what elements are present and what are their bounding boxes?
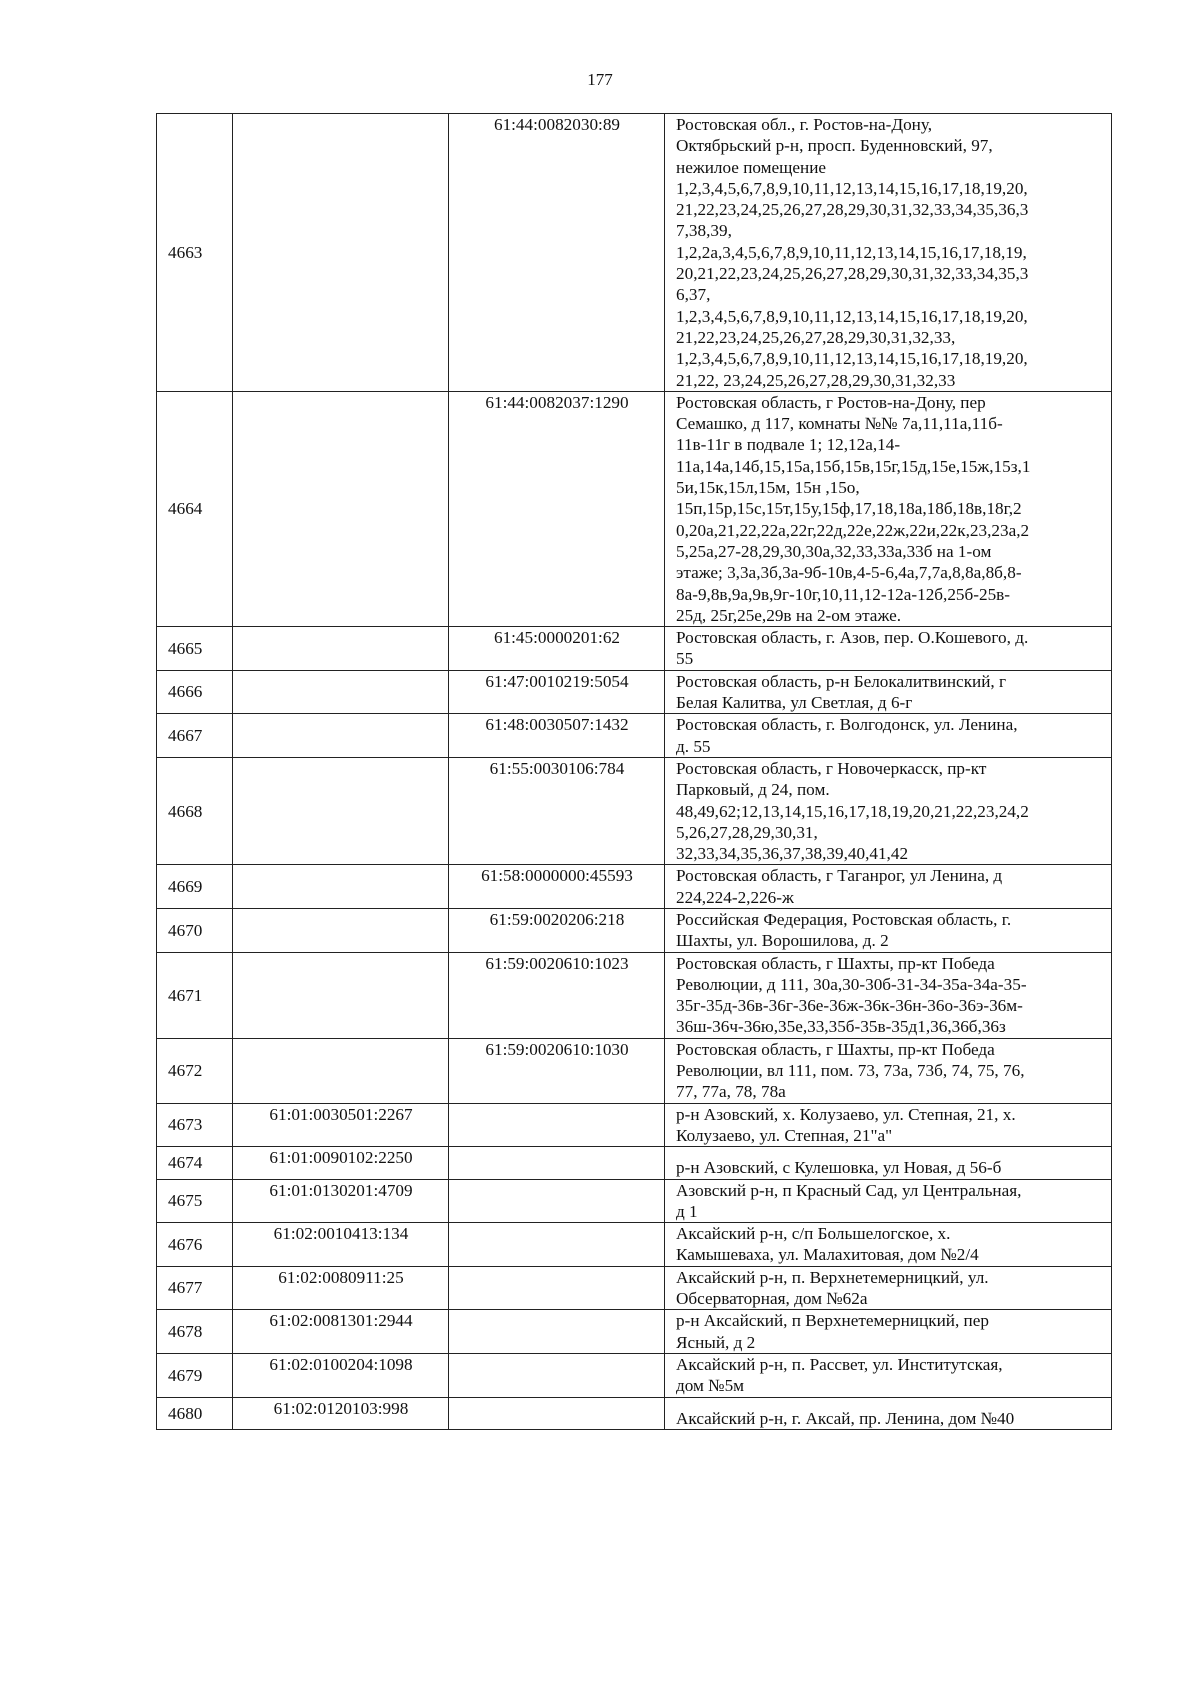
address-line: 77, 77а, 78, 78а (676, 1082, 786, 1102)
object-cadastral-number (449, 1397, 665, 1429)
table-row (157, 1310, 1112, 1354)
land-cadastral-number (233, 952, 449, 1038)
table-row (157, 952, 1112, 1038)
address-line: 8а-9,8в,9а,9в,9г-10г,10,11,12-12а-12б,25б-25в- (676, 584, 1011, 604)
address-line: 6,37, (676, 285, 711, 305)
address-line: 36ш-36ч-36ю,35е,33,35б-35в-35д1,36,36б,36з (676, 1017, 1006, 1037)
land-cadastral-number: 61:02:0080911:25 (233, 1266, 449, 1310)
object-address (665, 757, 1112, 864)
table-row (157, 908, 1112, 952)
table-row (157, 714, 1112, 758)
object-address (665, 1310, 1112, 1354)
object-cadastral-number (449, 1103, 665, 1147)
address-line: Ростовская область, г Шахты, пр-кт Победа (676, 1039, 995, 1059)
object-address (665, 114, 1112, 392)
land-cadastral-number: 61:01:0030501:2267 (233, 1103, 449, 1147)
address-line: Революции, вл 111, пом. 73, 73а, 73б, 74, 75, 76, (676, 1061, 1025, 1081)
row-number: 4669 (157, 865, 233, 909)
row-number: 4670 (157, 908, 233, 952)
page-number: 177 (587, 70, 613, 89)
object-address (665, 1397, 1112, 1429)
address-line: 48,49,62;12,13,14,15,16,17,18,19,20,21,22,23,24,2 (676, 801, 1029, 821)
address-line: Колузаево, ул. Степная, 21"а" (676, 1125, 893, 1145)
table-row (157, 1353, 1112, 1397)
table-row (157, 627, 1112, 671)
object-address (665, 1223, 1112, 1267)
object-cadastral-number: 61:59:0020206:218 (449, 908, 665, 952)
address-line: 5и,15к,15л,15м, 15н ,15о, (676, 478, 860, 498)
row-number: 4680 (157, 1397, 233, 1429)
registry-table (156, 113, 1112, 1430)
object-cadastral-number: 61:59:0020610:1023 (449, 952, 665, 1038)
address-line: 224,224-2,226-ж (676, 887, 794, 907)
address-line: Аксайский р-н, г. Аксай, пр. Ленина, дом №40 (676, 1408, 1015, 1428)
land-cadastral-number: 61:02:0010413:134 (233, 1223, 449, 1267)
address-line: нежилое помещение (676, 157, 827, 177)
land-cadastral-number: 61:01:0090102:2250 (233, 1147, 449, 1179)
address-line: 7,38,39, (676, 221, 732, 241)
land-cadastral-number (233, 865, 449, 909)
address-line: 0,20а,21,22,22а,22г,22д,22е,22ж,22и,22к,23,23а,2 (676, 520, 1030, 540)
object-cadastral-number: 61:44:0082030:89 (449, 114, 665, 392)
table-row (157, 757, 1112, 864)
address-line: Семашко, д 117, комнаты №№ 7а,11,11а,11б- (676, 414, 1003, 434)
address-line: 5,26,27,28,29,30,31, (676, 822, 818, 842)
table-row (157, 1266, 1112, 1310)
address-line: д. 55 (676, 736, 711, 756)
object-address (665, 1179, 1112, 1223)
land-cadastral-number: 61:02:0100204:1098 (233, 1353, 449, 1397)
address-line: Ростовская область, р-н Белокалитвинский, г (676, 671, 1007, 691)
object-address (665, 908, 1112, 952)
registry-table-body (157, 114, 1112, 1430)
address-line: Обсерваторная, дом №62а (676, 1289, 868, 1309)
address-line: 15п,15р,15с,15т,15у,15ф,17,18,18а,18б,18в,18г,2 (676, 499, 1022, 519)
address-line: 21,22,23,24,25,26,27,28,29,30,31,32,33,34,35,36,3 (676, 200, 1029, 220)
table-row (157, 670, 1112, 714)
row-number: 4665 (157, 627, 233, 671)
row-number: 4675 (157, 1179, 233, 1223)
address-line: Аксайский р-н, п. Рассвет, ул. Институтская, (676, 1354, 1003, 1374)
address-line: Ростовская область, г Ростов-на-Дону, пер (676, 392, 986, 412)
address-line: 1,2,3,4,5,6,7,8,9,10,11,12,13,14,15,16,17,18,19,20, (676, 178, 1028, 198)
address-line: Ростовская область, г. Азов, пер. О.Кошевого, д. (676, 628, 1029, 648)
row-number: 4663 (157, 114, 233, 392)
address-line: 21,22, 23,24,25,26,27,28,29,30,31,32,33 (676, 370, 956, 390)
table-row (157, 1179, 1112, 1223)
object-cadastral-number: 61:55:0030106:784 (449, 757, 665, 864)
address-line: Аксайский р-н, с/п Большелогское, х. (676, 1224, 951, 1244)
object-address (665, 1353, 1112, 1397)
land-cadastral-number (233, 757, 449, 864)
object-address (665, 1147, 1112, 1179)
object-address (665, 670, 1112, 714)
table-row (157, 1223, 1112, 1267)
object-cadastral-number: 61:59:0020610:1030 (449, 1038, 665, 1103)
row-number: 4672 (157, 1038, 233, 1103)
address-line: Азовский р-н, п Красный Сад, ул Центральная, (676, 1180, 1022, 1200)
address-line: 11а,14а,14б,15,15а,15б,15в,15г,15д,15е,15ж,15з,1 (676, 456, 1031, 476)
row-number: 4674 (157, 1147, 233, 1179)
land-cadastral-number (233, 114, 449, 392)
land-cadastral-number (233, 391, 449, 626)
object-address (665, 1103, 1112, 1147)
row-number: 4676 (157, 1223, 233, 1267)
address-line: дом №5м (676, 1376, 745, 1396)
address-line: 25д, 25г,25е,29в на 2-ом этаже. (676, 605, 902, 625)
object-address (665, 627, 1112, 671)
object-cadastral-number (449, 1223, 665, 1267)
row-number: 4667 (157, 714, 233, 758)
address-line: 21,22,23,24,25,26,27,28,29,30,31,32,33, (676, 327, 956, 347)
land-cadastral-number (233, 714, 449, 758)
land-cadastral-number: 61:01:0130201:4709 (233, 1179, 449, 1223)
address-line: р-н Аксайский, п Верхнетемерницкий, пер (676, 1311, 989, 1331)
address-line: 11в-11г в подвале 1; 12,12а,14- (676, 435, 901, 455)
object-address (665, 952, 1112, 1038)
address-line: 55 (676, 649, 694, 669)
object-cadastral-number (449, 1266, 665, 1310)
address-line: Ростовская область, г. Волгодонск, ул. Ленина, (676, 715, 1018, 735)
row-number: 4664 (157, 391, 233, 626)
address-line: этаже; 3,3а,3б,3а-9б-10в,4-5-6,4а,7,7а,8,8а,8б,8- (676, 563, 1022, 583)
address-line: Российская Федерация, Ростовская область, г. (676, 909, 1012, 929)
land-cadastral-number: 61:02:0081301:2944 (233, 1310, 449, 1354)
object-cadastral-number: 61:48:0030507:1432 (449, 714, 665, 758)
object-address (665, 1038, 1112, 1103)
address-line: р-н Азовский, х. Колузаево, ул. Степная, 21, х. (676, 1104, 1016, 1124)
row-number: 4666 (157, 670, 233, 714)
row-number: 4679 (157, 1353, 233, 1397)
object-cadastral-number: 61:44:0082037:1290 (449, 391, 665, 626)
land-cadastral-number (233, 627, 449, 671)
row-number: 4671 (157, 952, 233, 1038)
address-line: Шахты, ул. Ворошилова, д. 2 (676, 931, 889, 951)
address-line: 1,2,2а,3,4,5,6,7,8,9,10,11,12,13,14,15,16,17,18,19, (676, 242, 1027, 262)
row-number: 4668 (157, 757, 233, 864)
land-cadastral-number (233, 670, 449, 714)
table-row (157, 1397, 1112, 1429)
table-row (157, 1147, 1112, 1179)
object-cadastral-number: 61:45:0000201:62 (449, 627, 665, 671)
object-cadastral-number (449, 1179, 665, 1223)
land-cadastral-number (233, 1038, 449, 1103)
table-row (157, 391, 1112, 626)
land-cadastral-number (233, 908, 449, 952)
address-line: Октябрьский р-н, просп. Буденновский, 97, (676, 136, 993, 156)
table-row (157, 865, 1112, 909)
address-line: 32,33,34,35,36,37,38,39,40,41,42 (676, 844, 909, 864)
address-line: Ростовская область, г Шахты, пр-кт Победа (676, 953, 995, 973)
object-address (665, 714, 1112, 758)
address-line: Белая Калитва, ул Светлая, д 6-г (676, 693, 913, 713)
land-cadastral-number: 61:02:0120103:998 (233, 1397, 449, 1429)
object-address (665, 391, 1112, 626)
object-address (665, 1266, 1112, 1310)
row-number: 4678 (157, 1310, 233, 1354)
address-line: 5,25а,27-28,29,30,30а,32,33,33а,33б на 1-ом (676, 541, 992, 561)
object-cadastral-number (449, 1353, 665, 1397)
address-line: д 1 (676, 1201, 698, 1221)
address-line: Ростовская область, г Новочеркасск, пр-кт (676, 758, 987, 778)
row-number: 4677 (157, 1266, 233, 1310)
object-cadastral-number (449, 1310, 665, 1354)
object-cadastral-number: 61:58:0000000:45593 (449, 865, 665, 909)
address-line: р-н Азовский, с Кулешовка, ул Новая, д 56-б (676, 1158, 1002, 1178)
object-cadastral-number: 61:47:0010219:5054 (449, 670, 665, 714)
table-row (157, 1103, 1112, 1147)
address-line: 1,2,3,4,5,6,7,8,9,10,11,12,13,14,15,16,17,18,19,20, (676, 306, 1028, 326)
object-address (665, 865, 1112, 909)
address-line: Ростовская область, г Таганрог, ул Ленина, д (676, 866, 1003, 886)
address-line: Революции, д 111, 30а,30-30б-31-34-35а-34а-35- (676, 974, 1027, 994)
address-line: Ясный, д 2 (676, 1332, 756, 1352)
address-line: 35г-35д-36в-36г-36е-36ж-36к-36н-36о-36э-36м- (676, 996, 1023, 1016)
address-line: Камышеваха, ул. Малахитовая, дом №2/4 (676, 1245, 979, 1265)
address-line: 20,21,22,23,24,25,26,27,28,29,30,31,32,33,34,35,3 (676, 264, 1029, 284)
row-number: 4673 (157, 1103, 233, 1147)
address-line: Ростовская обл., г. Ростов-на-Дону, (676, 115, 933, 134)
address-line: Парковый, д 24, пом. (676, 780, 830, 800)
address-line: 1,2,3,4,5,6,7,8,9,10,11,12,13,14,15,16,17,18,19,20, (676, 349, 1028, 369)
object-cadastral-number (449, 1147, 665, 1179)
table-row (157, 114, 1112, 392)
table-row (157, 1038, 1112, 1103)
address-line: Аксайский р-н, п. Верхнетемерницкий, ул. (676, 1267, 989, 1287)
